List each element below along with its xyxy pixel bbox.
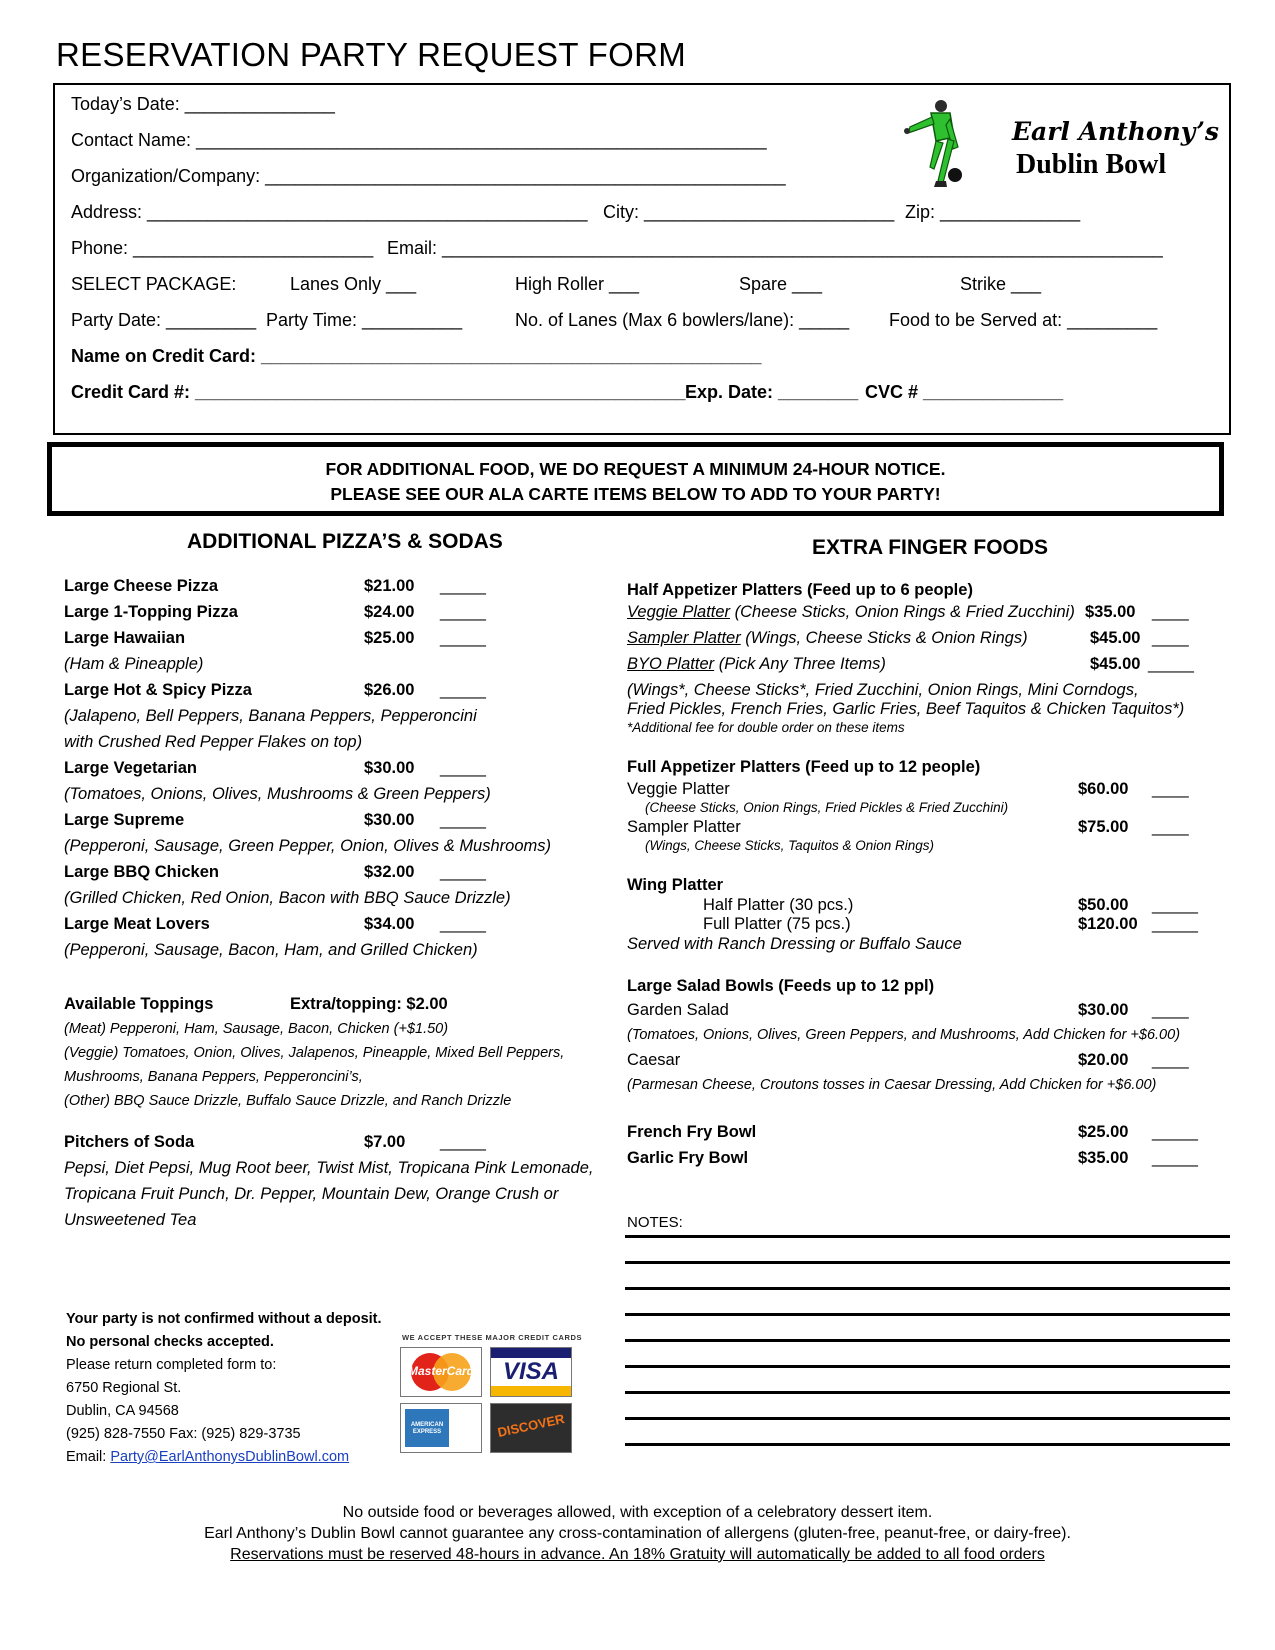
wing-platter-heading: Wing Platter — [627, 876, 724, 894]
soda-label: Pitchers of Soda — [64, 1133, 195, 1151]
logo-line1: Earl Anthony’s — [1012, 117, 1219, 146]
no-of-lanes-field[interactable]: No. of Lanes (Max 6 bowlers/lane): _____ — [515, 310, 850, 330]
half-platters-heading: Half Appetizer Platters (Feed up to 6 people) — [627, 581, 973, 599]
email-label: Email: — [66, 1449, 111, 1465]
garlic-fry-price: $35.00 — [1078, 1149, 1129, 1167]
amex-icon — [400, 1403, 482, 1453]
sampler-platter-price: $45.00 — [1090, 629, 1141, 647]
toppings-label: Available Toppings — [64, 995, 214, 1013]
pizza-qty-blank[interactable]: _____ — [440, 681, 486, 699]
pizza-qty-blank[interactable]: _____ — [440, 759, 486, 777]
byo-platter-name: BYO Platter — [627, 655, 715, 673]
notes-line[interactable] — [625, 1287, 1230, 1290]
email-field[interactable]: Email: ________________________________________________________________________ — [387, 238, 1163, 258]
caesar-salad-desc: (Parmesan Cheese, Croutons tosses in Caesar Dressing, Add Chicken for +$6.00) — [627, 1077, 1157, 1093]
party-time-field[interactable]: Party Time: __________ — [266, 310, 463, 330]
footer-outside-food: No outside food or beverages allowed, with exception of a celebratory dessert item. — [342, 1504, 933, 1521]
qty-blank[interactable]: _____ — [1152, 1149, 1198, 1167]
toppings-meat: (Meat) Pepperoni, Ham, Sausage, Bacon, Chicken (+$1.50) — [64, 1021, 449, 1037]
checks-note: No personal checks accepted. — [66, 1334, 274, 1350]
toppings-price: Extra/topping: $2.00 — [290, 995, 448, 1013]
notes-line[interactable] — [625, 1443, 1230, 1446]
food-served-at-field[interactable]: Food to be Served at: _________ — [889, 310, 1158, 330]
pizza-item-name: Large Hot & Spicy Pizza — [64, 681, 252, 699]
byo-platter-desc: (Pick Any Three Items) — [714, 655, 886, 673]
pizza-item-price: $26.00 — [364, 681, 415, 699]
package-strike[interactable]: Strike ___ — [960, 274, 1042, 294]
pizza-item-name: Large Vegetarian — [64, 759, 197, 777]
caesar-salad: Caesar — [627, 1051, 681, 1069]
full-sampler-desc: (Wings, Cheese Sticks, Taquitos & Onion Rings) — [645, 838, 935, 853]
qty-blank[interactable]: ____ — [1152, 818, 1189, 836]
wing-full-price: $120.00 — [1078, 915, 1138, 933]
toppings-other: (Other) BBQ Sauce Drizzle, Buffalo Sauce Drizzle, and Ranch Drizzle — [64, 1093, 512, 1109]
french-fry-bowl: French Fry Bowl — [627, 1123, 757, 1141]
address-field[interactable]: Address: ____________________________________________ — [71, 202, 588, 222]
caesar-salad-price: $20.00 — [1078, 1051, 1129, 1069]
deposit-note: Your party is not confirmed without a deposit. — [66, 1311, 382, 1327]
mastercard-text: MasterCard — [407, 1364, 475, 1378]
pizza-item-name: Large Supreme — [64, 811, 185, 829]
veggie-platter-desc: (Cheese Sticks, Onion Rings & Fried Zucchini) — [730, 603, 1075, 621]
garden-salad-price: $30.00 — [1078, 1001, 1129, 1019]
wing-half: Half Platter (30 pcs.) — [703, 896, 854, 914]
full-sampler-platter: Sampler Platter — [627, 818, 741, 836]
address-street: 6750 Regional St. — [66, 1380, 182, 1396]
full-veggie-platter: Veggie Platter — [627, 780, 730, 798]
food-notice-box — [47, 442, 1224, 516]
sampler-platter-name: Sampler Platter — [627, 629, 741, 647]
package-high-roller[interactable]: High Roller ___ — [515, 274, 640, 294]
phone-fax: (925) 828-7550 Fax: (925) 829-3735 — [66, 1426, 301, 1442]
notes-line[interactable] — [625, 1417, 1230, 1420]
soda-desc: Tropicana Fruit Punch, Dr. Pepper, Mountain Dew, Orange Crush or — [64, 1185, 559, 1203]
notes-line[interactable] — [625, 1261, 1230, 1264]
french-fry-price: $25.00 — [1078, 1123, 1129, 1141]
qty-blank[interactable]: ____ — [1152, 780, 1189, 798]
pizza-item-desc: (Tomatoes, Onions, Olives, Mushrooms & Green Peppers) — [64, 785, 491, 803]
return-form-note: Please return completed form to: — [66, 1357, 277, 1373]
wing-full: Full Platter (75 pcs.) — [703, 915, 851, 933]
notice-line1: FOR ADDITIONAL FOOD, WE DO REQUEST A MINIMUM 24-HOUR NOTICE. — [325, 459, 946, 479]
pizza-qty-blank[interactable]: _____ — [440, 863, 486, 881]
soda-qty-blank[interactable]: _____ — [440, 1133, 486, 1151]
accepted-cards — [400, 1333, 583, 1453]
qty-blank[interactable]: ____ — [1152, 1001, 1189, 1019]
address-city: Dublin, CA 94568 — [66, 1403, 179, 1419]
pizza-qty-blank[interactable]: _____ — [440, 577, 486, 595]
sampler-platter-item — [627, 629, 1028, 648]
soda-desc: Pepsi, Diet Pepsi, Mug Root beer, Twist Mist, Tropicana Pink Lemonade, — [64, 1159, 594, 1177]
amex-text: AMERICAN EXPRESS — [410, 1422, 444, 1435]
soda-price: $7.00 — [364, 1133, 406, 1151]
qty-blank[interactable]: _____ — [1152, 896, 1198, 914]
full-veggie-desc: (Cheese Sticks, Onion Rings, Fried Pickles & Fried Zucchini) — [645, 800, 1009, 815]
bowler-icon — [898, 97, 968, 193]
soda-desc: Unsweetened Tea — [64, 1211, 197, 1229]
qty-blank[interactable]: _____ — [1148, 655, 1194, 673]
pizza-heading: ADDITIONAL PIZZA’S & SODAS — [187, 530, 503, 553]
byo-options: (Wings*, Cheese Sticks*, Fried Zucchini, Onion Rings, Mini Corndogs, — [627, 681, 1139, 699]
discover-icon — [490, 1403, 572, 1453]
discover-text: DISCOVER — [496, 1411, 566, 1440]
page-title: RESERVATION PARTY REQUEST FORM — [56, 36, 687, 73]
footer-reservations: Reservations must be reserved 48-hours in advance. An 18% Gratuity will automatically be added to all food orders — [230, 1546, 1045, 1563]
full-sampler-price: $75.00 — [1078, 818, 1129, 836]
garden-salad: Garden Salad — [627, 1001, 729, 1019]
zip-field[interactable]: Zip: ______________ — [905, 202, 1081, 222]
cards-accept-text: WE ACCEPT THESE MAJOR CREDIT CARDS — [402, 1333, 583, 1342]
phone-field[interactable]: Phone: ________________________ — [71, 238, 374, 258]
pizza-item-price: $24.00 — [364, 603, 415, 621]
organization-field[interactable]: Organization/Company: ____________________________________________________ — [71, 166, 786, 186]
sampler-platter-desc: (Wings, Cheese Sticks & Onion Rings) — [740, 629, 1028, 647]
byo-platter-item — [627, 655, 886, 674]
pizza-item-price: $21.00 — [364, 577, 415, 595]
garden-salad-desc: (Tomatoes, Onions, Olives, Green Peppers, and Mushrooms, Add Chicken for +$6.00) — [627, 1027, 1181, 1043]
pizza-item-name: Large Hawaiian — [64, 629, 186, 647]
pizza-item-desc: with Crushed Red Pepper Flakes on top) — [64, 733, 363, 751]
visa-text: VISA — [502, 1358, 559, 1385]
pizza-qty-blank[interactable]: _____ — [440, 629, 486, 647]
notice-line2: PLEASE SEE OUR ALA CARTE ITEMS BELOW TO ADD TO YOUR PARTY! — [330, 484, 941, 504]
pizza-item-name: Large Cheese Pizza — [64, 577, 219, 595]
todays-date-field[interactable]: Today’s Date: _______________ — [71, 94, 335, 114]
mastercard-icon — [400, 1347, 482, 1397]
toppings-veggie: (Veggie) Tomatoes, Onion, Olives, Jalapenos, Pineapple, Mixed Bell Peppers, — [64, 1045, 565, 1061]
pizza-item-name: Large Meat Lovers — [64, 915, 210, 933]
visa-icon — [490, 1347, 572, 1397]
notes-line[interactable] — [625, 1365, 1230, 1368]
dublin-bowl-logo — [898, 97, 1219, 197]
qty-blank[interactable]: ____ — [1152, 603, 1189, 621]
footer-allergens: Earl Anthony’s Dublin Bowl cannot guarantee any cross-contamination of allergens (gluten-free, peanut-free, or dairy-free). — [204, 1525, 1071, 1542]
notes-line[interactable] — [625, 1339, 1230, 1342]
email-link[interactable]: Party@EarlAnthonysDublinBowl.com — [110, 1449, 350, 1465]
package-spare[interactable]: Spare ___ — [739, 274, 823, 294]
notes-label: NOTES: — [627, 1214, 683, 1231]
credit-card-field[interactable]: Credit Card #: _________________________________________________ — [71, 382, 686, 402]
pizza-item-desc: (Grilled Chicken, Red Onion, Bacon with BBQ Sauce Drizzle) — [64, 889, 511, 907]
byo-options: Fried Pickles, French Fries, Garlic Fries, Beef Taquitos & Chicken Taquitos*) — [627, 700, 1185, 718]
qty-blank[interactable]: _____ — [1152, 915, 1198, 933]
pizza-item-desc: (Pepperoni, Sausage, Green Pepper, Onion, Olives & Mushrooms) — [64, 837, 551, 855]
veggie-platter-price: $35.00 — [1085, 603, 1136, 621]
package-lanes-only[interactable]: Lanes Only ___ — [290, 274, 417, 294]
full-veggie-price: $60.00 — [1078, 780, 1129, 798]
party-date-field[interactable]: Party Date: _________ — [71, 310, 257, 330]
logo-line2: Dublin Bowl — [1016, 149, 1167, 180]
pizza-item-desc: (Ham & Pineapple) — [64, 655, 204, 673]
pizza-item-price: $30.00 — [364, 811, 415, 829]
pizza-item-desc: (Jalapeno, Bell Peppers, Banana Peppers, Pepperoncini — [64, 707, 477, 725]
pizza-item-name: Large BBQ Chicken — [64, 863, 219, 881]
pizza-item-price: $32.00 — [364, 863, 415, 881]
city-field[interactable]: City: _________________________ — [603, 202, 895, 222]
pizza-qty-blank[interactable]: _____ — [440, 915, 486, 933]
byo-note: *Additional fee for double order on these items — [627, 720, 905, 735]
pizza-qty-blank[interactable]: _____ — [440, 811, 486, 829]
qty-blank[interactable]: ____ — [1152, 629, 1189, 647]
cvc-field[interactable]: CVC # ______________ — [865, 382, 1064, 402]
wing-desc: Served with Ranch Dressing or Buffalo Sauce — [627, 935, 962, 953]
select-package-label: SELECT PACKAGE: — [71, 274, 237, 294]
toppings-veggie: Mushrooms, Banana Peppers, Pepperoncini’s, — [64, 1069, 363, 1085]
finger-foods-heading: EXTRA FINGER FOODS — [812, 536, 1049, 559]
pizza-item-desc: (Pepperoni, Sausage, Bacon, Ham, and Grilled Chicken) — [64, 941, 478, 959]
wing-half-price: $50.00 — [1078, 896, 1129, 914]
name-on-card-field[interactable]: Name on Credit Card: __________________________________________________ — [71, 346, 762, 366]
pizza-item-price: $34.00 — [364, 915, 415, 933]
pizza-qty-blank[interactable]: _____ — [440, 603, 486, 621]
contact-name-field[interactable]: Contact Name: _________________________________________________________ — [71, 130, 767, 150]
notes-line[interactable] — [625, 1313, 1230, 1316]
pizza-item-price: $30.00 — [364, 759, 415, 777]
garlic-fry-bowl: Garlic Fry Bowl — [627, 1149, 749, 1167]
contact-email-line — [66, 1449, 349, 1465]
pizza-item-price: $25.00 — [364, 629, 415, 647]
full-platters-heading: Full Appetizer Platters (Feed up to 12 people) — [627, 758, 981, 776]
byo-platter-price: $45.00 — [1090, 655, 1141, 673]
qty-blank[interactable]: ____ — [1152, 1051, 1189, 1069]
veggie-platter-item — [627, 603, 1075, 622]
pizza-item-name: Large 1-Topping Pizza — [64, 603, 238, 621]
exp-date-field[interactable]: Exp. Date: ________ — [685, 382, 859, 402]
notes-line[interactable] — [625, 1391, 1230, 1394]
veggie-platter-name: Veggie Platter — [627, 603, 731, 621]
salad-heading: Large Salad Bowls (Feeds up to 12 ppl) — [627, 977, 935, 995]
notes-line[interactable] — [625, 1235, 1230, 1238]
qty-blank[interactable]: _____ — [1152, 1123, 1198, 1141]
